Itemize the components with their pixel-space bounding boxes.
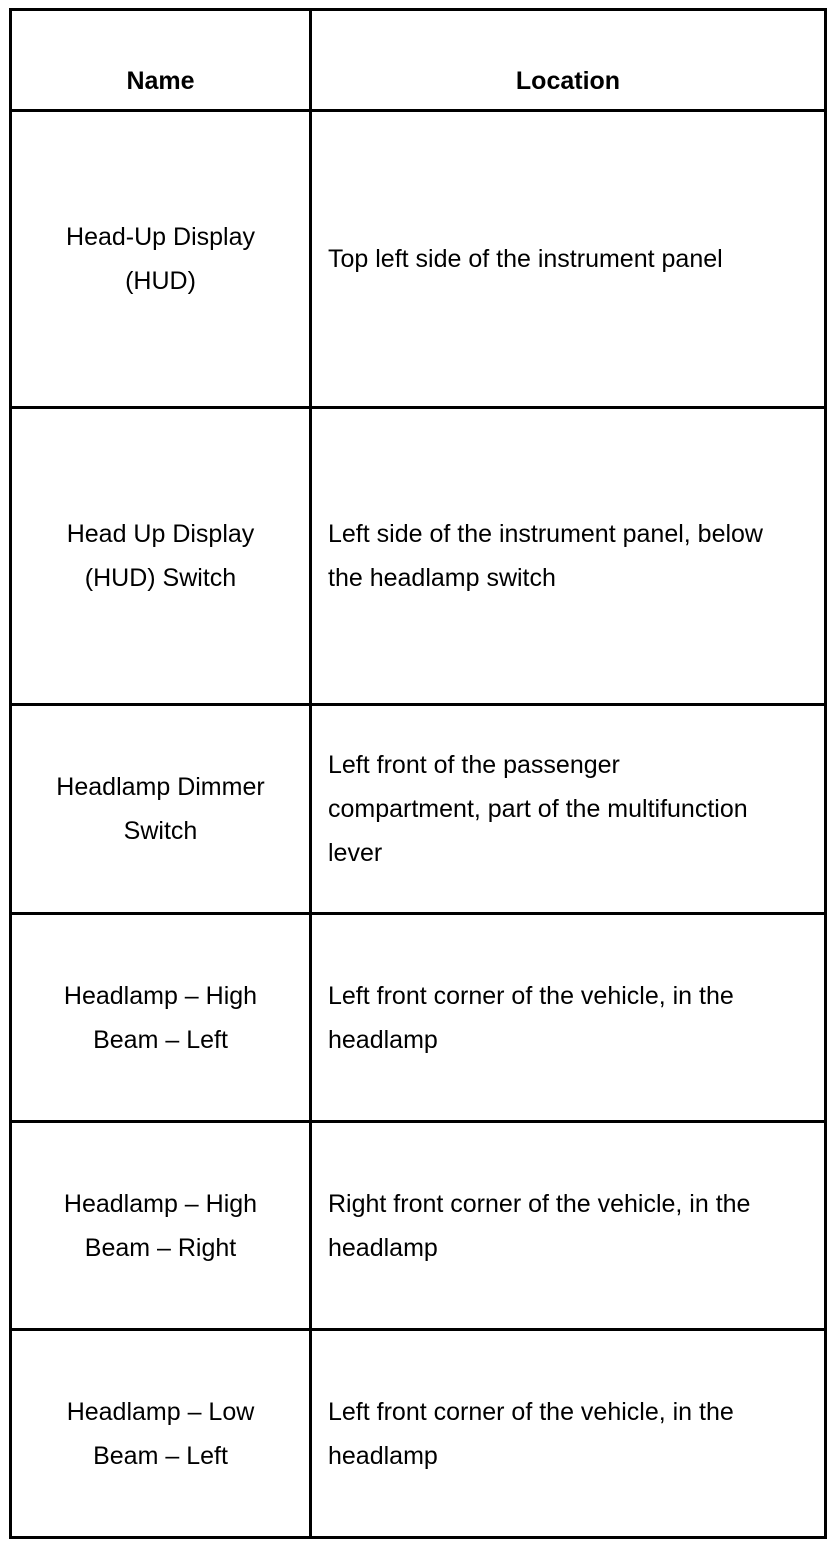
- table-row: [11, 1330, 826, 1538]
- table-row: [11, 914, 826, 1122]
- location-column-header: Location: [311, 10, 826, 111]
- table-row: [11, 408, 826, 705]
- component-name-cell: Head Up Display (HUD) Switch: [11, 408, 311, 705]
- component-location-cell: Left front corner of the vehicle, in the headlamp: [311, 1330, 826, 1538]
- table-row: [11, 1122, 826, 1330]
- table-header-row: [11, 10, 826, 111]
- component-location-cell: Left front of the passenger compartment, part of the multifunction lever: [311, 705, 826, 914]
- component-name-cell: Headlamp – Low Beam – Left: [11, 1330, 311, 1538]
- component-location-cell: Top left side of the instrument panel: [311, 111, 826, 408]
- table-row: [11, 111, 826, 408]
- component-location-table: [9, 8, 827, 1539]
- component-location-cell: Left front corner of the vehicle, in the headlamp: [311, 914, 826, 1122]
- component-location-cell: Right front corner of the vehicle, in the headlamp: [311, 1122, 826, 1330]
- component-name-cell: Headlamp – High Beam – Left: [11, 914, 311, 1122]
- table-row: [11, 705, 826, 914]
- component-name-cell: Headlamp Dimmer Switch: [11, 705, 311, 914]
- name-column-header: Name: [11, 10, 311, 111]
- component-name-cell: Headlamp – High Beam – Right: [11, 1122, 311, 1330]
- component-location-cell: Left side of the instrument panel, below the headlamp switch: [311, 408, 826, 705]
- component-name-cell: Head-Up Display (HUD): [11, 111, 311, 408]
